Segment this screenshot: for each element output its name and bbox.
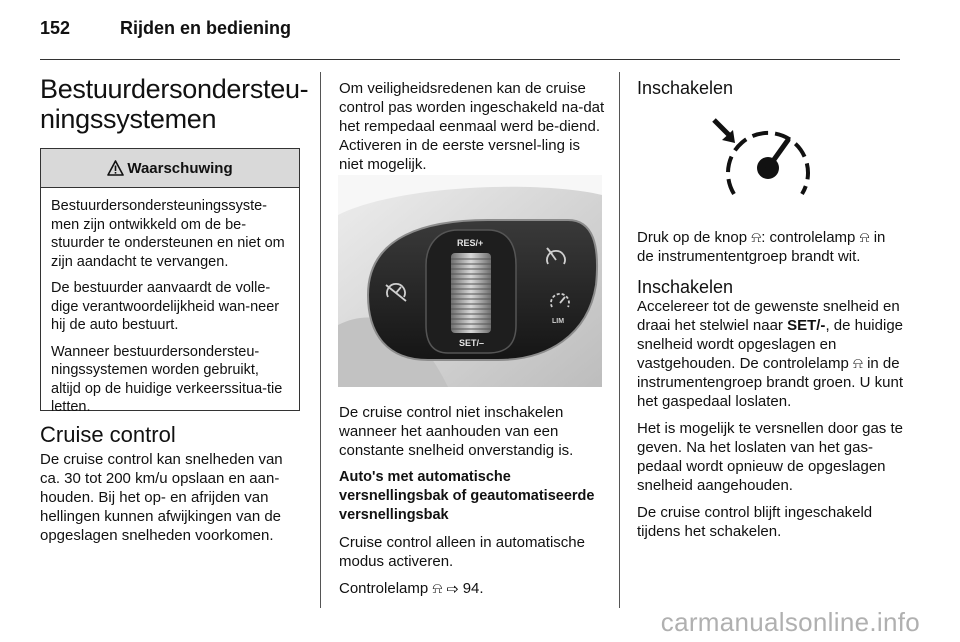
safety-intro-text: Om veiligheidsredenen kan de cruise control pas worden ingeschakeld na-dat het rempedaal eenmaal werd be-diend. Activeren in de eerste versnel-ling is niet mogelijk.	[339, 80, 605, 173]
accelerate-gas-text: Het is mogelijk te versnellen door gas te geven. Na het loslaten van het gas-pedaal wordt opnieuw de opgeslagen snelheid aangehouden.	[637, 420, 903, 494]
accelerate-instruction	[637, 297, 903, 411]
accelerate-text: Accelereer tot de gewenste snelheid en draai het stelwiel naar	[637, 298, 900, 334]
warning-title: Waarschuwing	[127, 159, 233, 177]
cruise-lamp-icon: ⍾	[859, 229, 870, 246]
warning-paragraph: De bestuurder aanvaardt de volle-dige verantwoordelijkheid wan-neer hij de auto bestuurt.	[51, 280, 280, 333]
automatic-mode-text: Cruise control alleen in automatische modus activeren.	[339, 534, 585, 570]
inschakelen-heading-1: Inschakelen	[637, 78, 734, 98]
control-lamp-reference	[339, 579, 605, 598]
section-title-line1: Bestuurdersondersteu-	[40, 74, 309, 104]
speed-stored-text: , de huidige snelheid wordt opgeslagen en vastgehouden. De controlelamp	[637, 317, 904, 372]
column-divider	[619, 72, 620, 608]
press-button-label: Druk op de knop	[637, 229, 748, 246]
steering-wheel-controls-photo	[338, 175, 602, 387]
automatic-gearbox-heading: Auto's met automatische versnellingsbak of geautomatiseerde versnellingsbak	[339, 469, 595, 523]
cruise-control-text: De cruise control kan snelheden van ca. 30 tot 200 km/u opslaan en aan-houden. Bij het op- en afrijden van hellingen kunnen afwijkingen van de opgeslagen snelheden voorkomen.	[40, 451, 283, 544]
warning-box	[40, 148, 300, 415]
res-label: RES/+	[457, 238, 484, 248]
control-lamp-label: Controlelamp	[339, 580, 429, 597]
inschakelen-heading-2: Inschakelen	[637, 277, 734, 297]
warning-triangle-icon	[107, 160, 124, 176]
section-title	[40, 74, 310, 134]
cruise-control-speedometer-icon	[714, 120, 808, 194]
page-reference: 94.	[462, 580, 484, 597]
cruise-button-icon: ⍾	[751, 229, 762, 246]
instrument-cluster-text: in de instrumententgroep brandt wit.	[637, 229, 886, 265]
control-lamp-label: : controlelamp	[761, 229, 856, 246]
page-number: 152	[40, 18, 71, 38]
caution-text: De cruise control niet inschakelen wanneer het aanhouden van een constante snelheid onverstandig is.	[339, 404, 574, 459]
set-label: SET/–	[459, 338, 485, 348]
cruise-lamp-icon: ⍾	[852, 355, 863, 372]
cruise-control-heading: Cruise control	[40, 422, 176, 447]
warning-paragraph: Bestuurdersondersteuningssyste-men zijn ontwikkeld om de be-stuurder te ondersteunen en niet om zijn aandacht te vervangen.	[51, 198, 285, 270]
page-reference-arrow-icon: ⇨	[446, 580, 459, 597]
shifting-text: De cruise control blijft ingeschakeld tijdens het schakelen.	[637, 504, 873, 540]
press-button-text	[637, 228, 903, 266]
warning-paragraph: Wanneer bestuurdersondersteu-ningssystemen worden gebruikt, altijd op de huidige verkeerssitua-tie letten.	[51, 343, 283, 415]
lamp-green-text: in de instrumentengroep brandt groen. U kunt het gaspedaal loslaten.	[637, 355, 903, 410]
cruise-control-symbol-illustration	[637, 110, 900, 210]
header-rule	[40, 59, 900, 60]
warning-header	[41, 149, 299, 188]
watermark: carmanualsonline.info	[660, 607, 920, 637]
column-divider	[320, 72, 321, 608]
set-minus-label: SET/-	[787, 317, 826, 334]
section-title-line2: ningssystemen	[40, 104, 217, 134]
chapter-title: Rijden en bediening	[120, 18, 292, 38]
cruise-lamp-icon: ⍾	[432, 580, 443, 597]
lim-label: LIM	[552, 318, 565, 325]
